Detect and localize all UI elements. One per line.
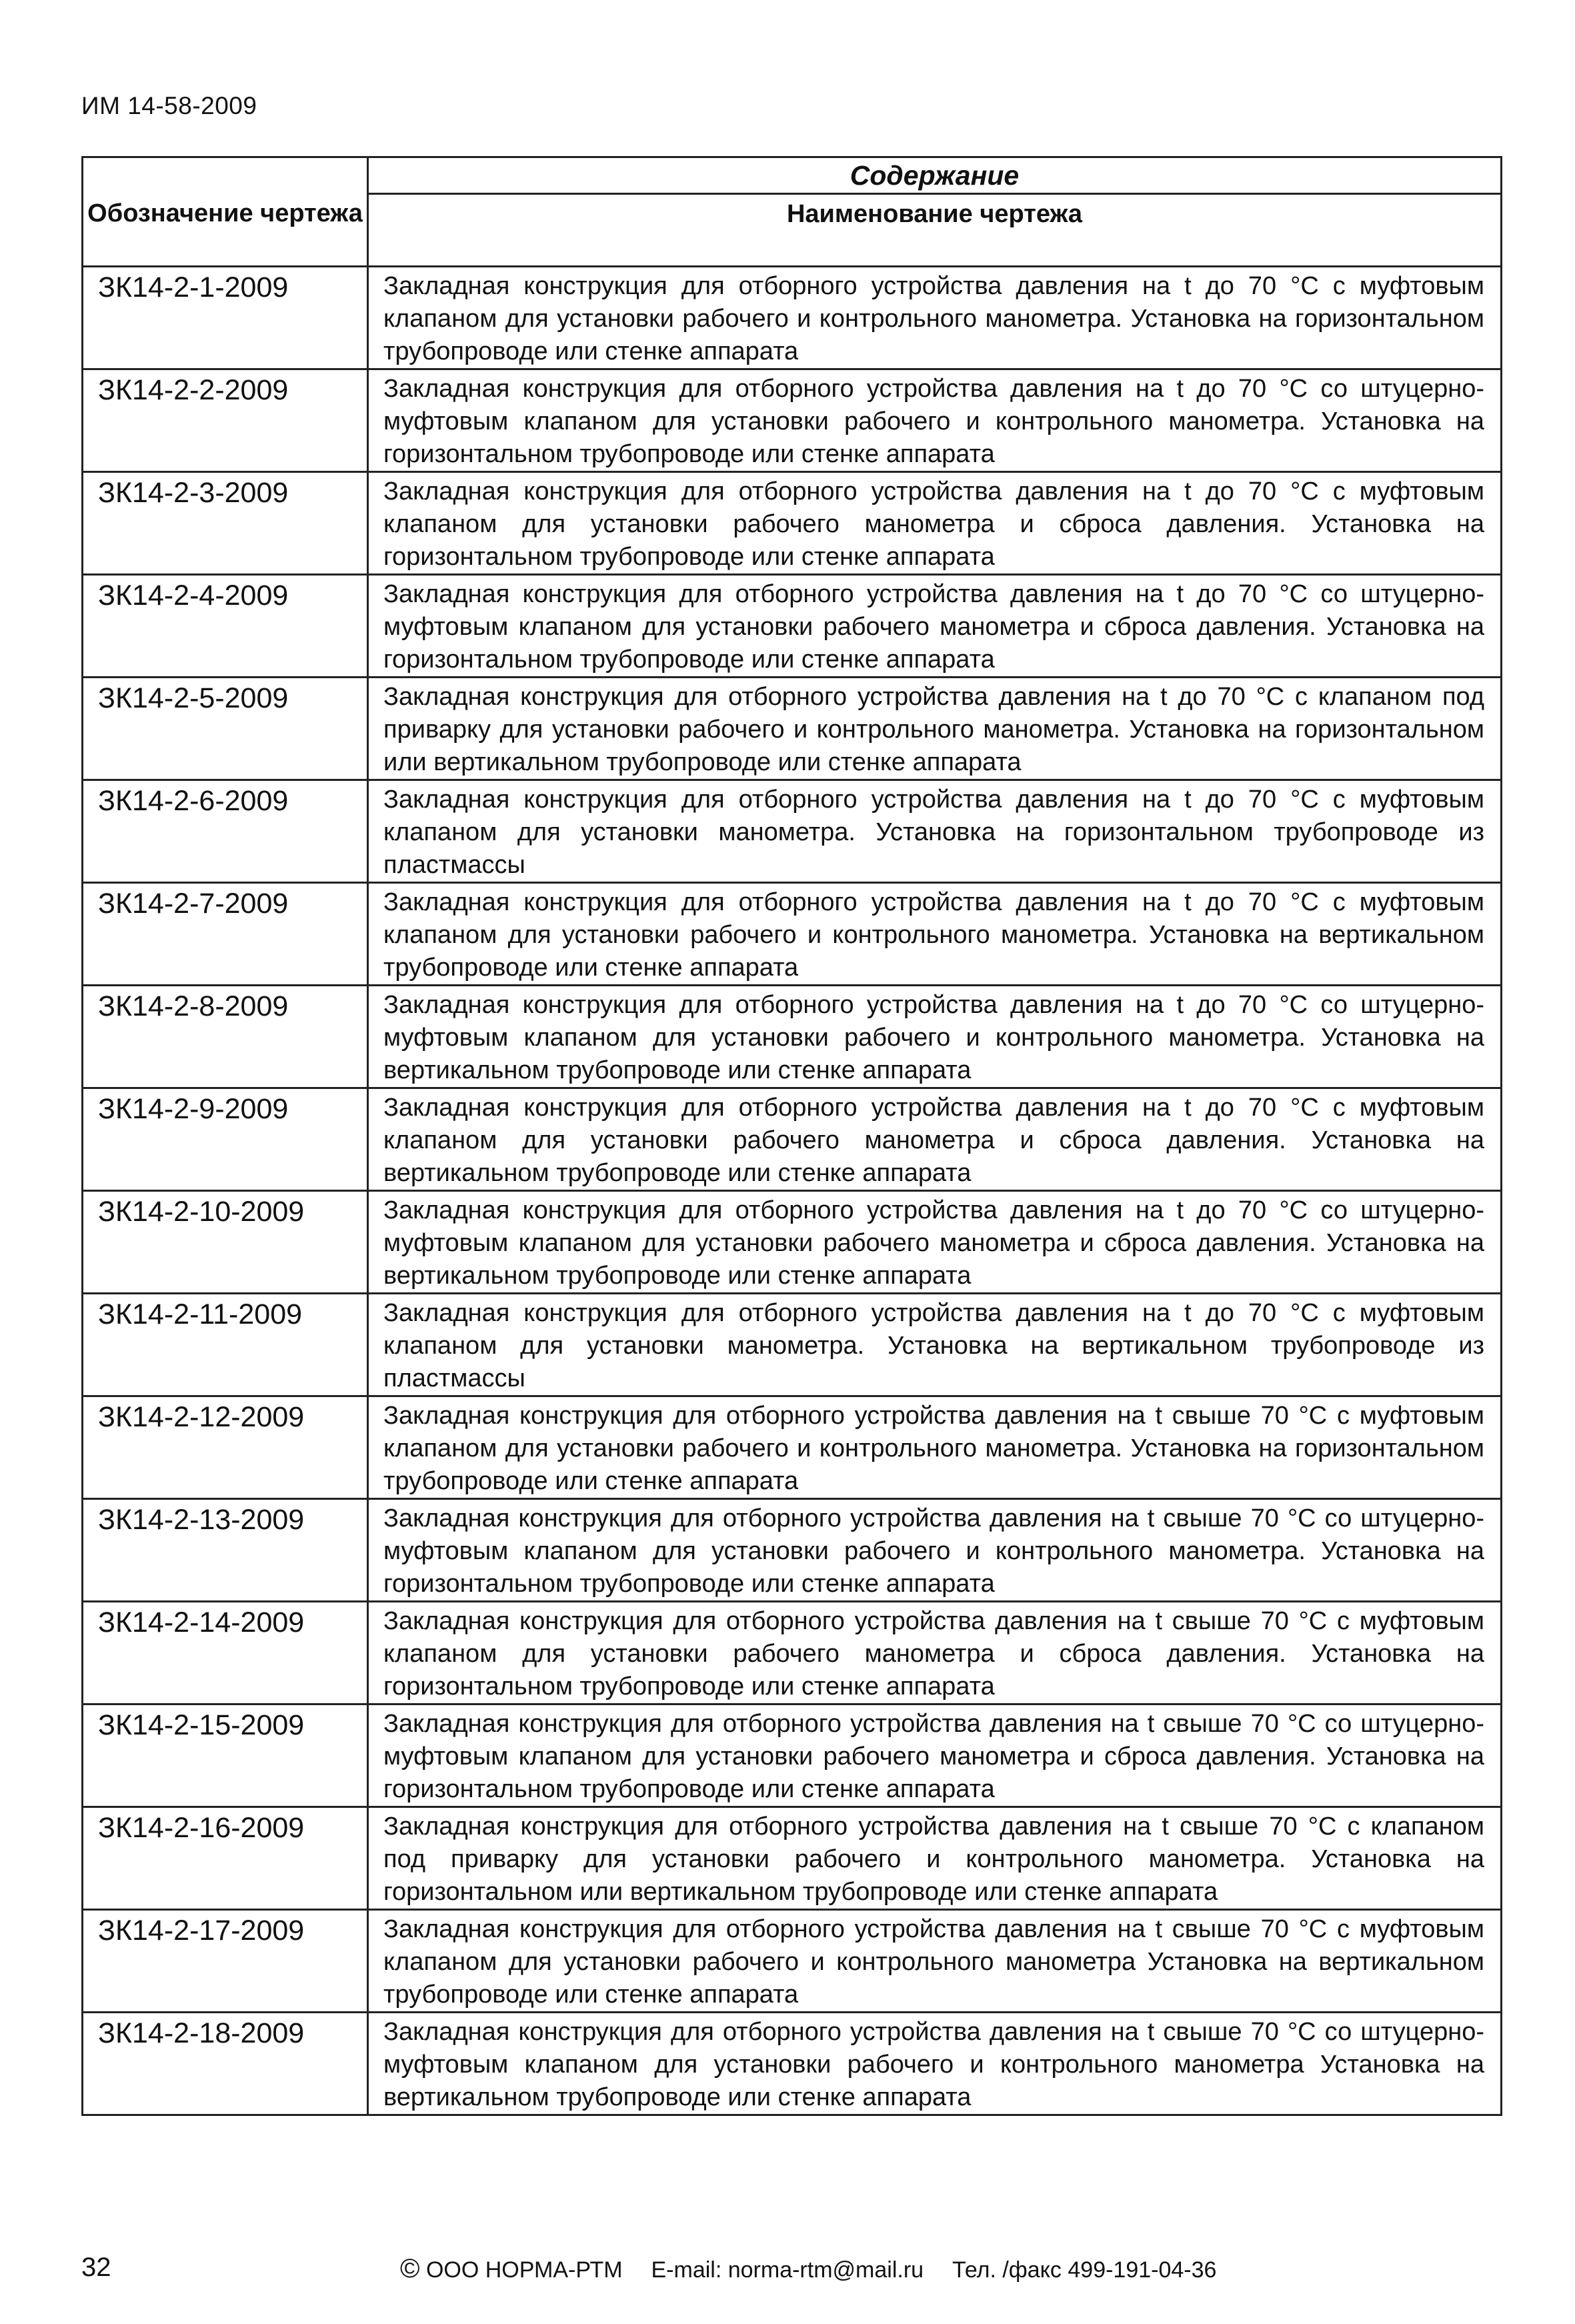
- table-row: [83, 678, 1502, 780]
- table-row: [83, 1396, 1502, 1499]
- drawing-code-cell: ЗК14-2-10-2009: [83, 1191, 368, 1294]
- publisher-email: E-mail: norma-rtm@mail.ru: [651, 2257, 924, 2283]
- drawing-name-cell: Закладная конструкция для отборного устройства давления на t свыше 70 °С с муфтовым клапаном для установки рабочего и контрольного манометра Установка на вертикальном трубопроводе или стенке аппарата: [368, 1910, 1502, 2013]
- column-header-name: Наименование чертежа: [368, 194, 1502, 267]
- table-row: [83, 986, 1502, 1088]
- drawing-name-cell: Закладная конструкция для отборного устройства давления на t свыше 70 °С со штуцерно-муфтовым клапаном для установки рабочего манометра и сброса давления. Установка на горизонтальном трубопроводе или стенке аппарата: [368, 1704, 1502, 1807]
- footer-publisher: [400, 2254, 1216, 2284]
- table-row: [83, 883, 1502, 986]
- table-row: [83, 472, 1502, 575]
- column-header-designation: Обозначение чертежа: [83, 194, 368, 267]
- table-row: [83, 267, 1502, 369]
- drawing-code-cell: ЗК14-2-13-2009: [83, 1499, 368, 1602]
- drawing-code-cell: ЗК14-2-4-2009: [83, 575, 368, 678]
- drawing-name-cell: Закладная конструкция для отборного устройства давления на t до 70 °С с муфтовым клапаном для установки манометра. Установка на горизонтальном трубопроводе из пластмассы: [368, 780, 1502, 883]
- drawing-name-cell: Закладная конструкция для отборного устройства давления на t до 70 °С с муфтовым клапаном для установки манометра. Установка на вертикальном трубопроводе из пластмассы: [368, 1294, 1502, 1396]
- drawing-code-cell: ЗК14-2-17-2009: [83, 1910, 368, 2013]
- document-code: ИМ 14-58-2009: [81, 92, 257, 119]
- table-row: [83, 780, 1502, 883]
- table-row: [83, 1910, 1502, 2013]
- drawing-name-cell: Закладная конструкция для отборного устройства давления на t до 70 °С с муфтовым клапаном для установки рабочего и контрольного манометра. Установка на горизонтальном трубопроводе или стенке аппарата: [368, 267, 1502, 369]
- publisher-phone: Тел. /факс 499-191-04-36: [952, 2257, 1217, 2283]
- drawing-code-cell: ЗК14-2-12-2009: [83, 1396, 368, 1499]
- drawing-code-cell: ЗК14-2-7-2009: [83, 883, 368, 986]
- drawing-name-cell: Закладная конструкция для отборного устройства давления на t до 70 °С со штуцерно-муфтовым клапаном для установки рабочего и контрольного манометра. Установка на вертикальном трубопроводе или стенке аппарата: [368, 986, 1502, 1088]
- caption-spacer-cell: [83, 157, 368, 194]
- drawing-code-cell: ЗК14-2-18-2009: [83, 2013, 368, 2115]
- drawing-code-cell: ЗК14-2-3-2009: [83, 472, 368, 575]
- drawing-code-cell: ЗК14-2-5-2009: [83, 678, 368, 780]
- table-row: [83, 1088, 1502, 1191]
- drawing-name-cell: Закладная конструкция для отборного устройства давления на t свыше 70 °С со штуцерно-муфтовым клапаном для установки рабочего и контрольного манометра. Установка на горизонтальном трубопроводе или стенке аппарата: [368, 1499, 1502, 1602]
- drawing-code-cell: ЗК14-2-14-2009: [83, 1602, 368, 1704]
- drawing-code-cell: ЗК14-2-6-2009: [83, 780, 368, 883]
- drawing-name-cell: Закладная конструкция для отборного устройства давления на t до 70 °С со штуцерно-муфтовым клапаном для установки рабочего манометра и сброса давления. Установка на горизонтальном трубопроводе или стенке аппарата: [368, 575, 1502, 678]
- drawing-name-cell: Закладная конструкция для отборного устройства давления на t свыше 70 °С с муфтовым клапаном для установки рабочего манометра и сброса давления. Установка на горизонтальном трубопроводе или стенке аппарата: [368, 1602, 1502, 1704]
- table-row: [83, 1191, 1502, 1294]
- drawing-code-cell: ЗК14-2-11-2009: [83, 1294, 368, 1396]
- table-body: [83, 267, 1502, 2115]
- drawing-name-cell: Закладная конструкция для отборного устройства давления на t до 70 °С с муфтовым клапаном для установки рабочего манометра и сброса давления. Установка на горизонтальном трубопроводе или стенке аппарата: [368, 472, 1502, 575]
- drawing-name-cell: Закладная конструкция для отборного устройства давления на t до 70 °С со штуцерно-муфтовым клапаном для установки рабочего манометра и сброса давления. Установка на вертикальном трубопроводе или стенке аппарата: [368, 1191, 1502, 1294]
- table-row: [83, 575, 1502, 678]
- page-number: 32: [81, 2253, 111, 2282]
- table-row: [83, 2013, 1502, 2115]
- drawing-code-cell: ЗК14-2-8-2009: [83, 986, 368, 1088]
- drawing-name-cell: Закладная конструкция для отборного устройства давления на t до 70 °С со штуцерно-муфтовым клапаном для установки рабочего и контрольного манометра. Установка на горизонтальном трубопроводе или стенке аппарата: [368, 369, 1502, 472]
- drawing-code-cell: ЗК14-2-1-2009: [83, 267, 368, 369]
- table-caption: Содержание: [368, 157, 1502, 194]
- table-row: [83, 1294, 1502, 1396]
- table-row: [83, 369, 1502, 472]
- drawing-name-cell: Закладная конструкция для отборного устройства давления на t свыше 70 °С с муфтовым клапаном для установки рабочего и контрольного манометра. Установка на горизонтальном трубопроводе или стенке аппарата: [368, 1396, 1502, 1499]
- drawing-name-cell: Закладная конструкция для отборного устройства давления на t до 70 °С с клапаном под приварку для установки рабочего и контрольного манометра. Установка на горизонтальном или вертикальном трубопроводе или стенке аппарата: [368, 678, 1502, 780]
- table-row: [83, 1807, 1502, 1910]
- drawing-code-cell: ЗК14-2-2-2009: [83, 369, 368, 472]
- table-row: [83, 1704, 1502, 1807]
- drawing-code-cell: ЗК14-2-16-2009: [83, 1807, 368, 1910]
- drawing-code-cell: ЗК14-2-9-2009: [83, 1088, 368, 1191]
- drawing-code-cell: ЗК14-2-15-2009: [83, 1704, 368, 1807]
- table-row: [83, 1499, 1502, 1602]
- drawing-name-cell: Закладная конструкция для отборного устройства давления на t свыше 70 °С с клапаном под приварку для установки рабочего и контрольного манометра. Установка на горизонтальном или вертикальном трубопроводе или стенке аппарата: [368, 1807, 1502, 1910]
- publisher-name: ООО НОРМА-РТМ: [425, 2257, 623, 2283]
- drawing-name-cell: Закладная конструкция для отборного устройства давления на t свыше 70 °С со штуцерно-муфтовым клапаном для установки рабочего и контрольного манометра Установка на вертикальном трубопроводе или стенке аппарата: [368, 2013, 1502, 2115]
- contents-table: [81, 156, 1502, 2116]
- table-row: [83, 1602, 1502, 1704]
- drawing-name-cell: Закладная конструкция для отборного устройства давления на t до 70 °С с муфтовым клапаном для установки рабочего и контрольного манометра. Установка на вертикальном трубопроводе или стенке аппарата: [368, 883, 1502, 986]
- copyright-icon: ©: [400, 2254, 420, 2283]
- drawing-name-cell: Закладная конструкция для отборного устройства давления на t до 70 °С с муфтовым клапаном для установки рабочего манометра и сброса давления. Установка на вертикальном трубопроводе или стенке аппарата: [368, 1088, 1502, 1191]
